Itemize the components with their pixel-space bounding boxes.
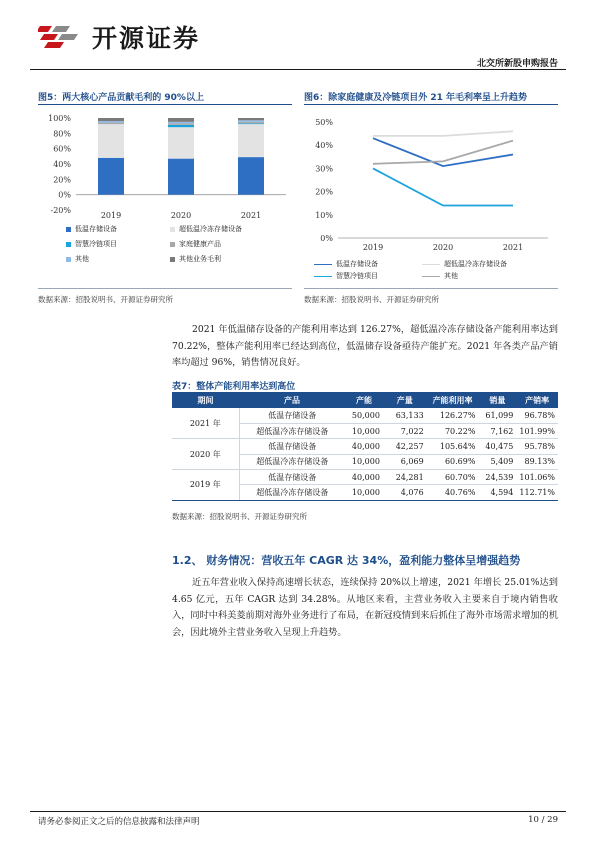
- figure6-source: 数据来源：招股说明书、开源证券研究所: [304, 295, 439, 304]
- bar-segment: [98, 158, 124, 195]
- legend-line: [422, 276, 440, 277]
- legend-swatch: [66, 227, 71, 232]
- period-cell: 2021 年: [172, 408, 239, 439]
- capacity-cell: 10,000: [345, 485, 383, 500]
- legend-line: [314, 264, 332, 265]
- product-cell: 低温存储设备: [239, 470, 345, 485]
- legend-label: 其他: [75, 255, 89, 263]
- x-tick-label: 2019: [100, 211, 122, 220]
- brand-name: 开源证券: [92, 24, 201, 53]
- legend-item: [170, 254, 221, 264]
- legend-label: 家庭健康产品: [179, 240, 221, 248]
- figure6-title: 图6：除家庭健康及冷链项目外 21 年毛利率呈上升趋势: [304, 93, 528, 103]
- x-tick-label: 2020: [432, 243, 454, 252]
- body-paragraph-revenue: 近五年营业收入保持高速增长状态，连续保持 20%以上增速，2021 年增长 25.01%达到 4.65 亿元，五年 CAGR 达到 34.28%。从地区来看，主营业务收入主要来自于境内销售收入，同时中科美菱前期对海外业务进行了布局，在新冠疫情到来后抓住了海外市场需求增加的机会，因此境外主营业务收入呈现上升趋势。: [172, 577, 558, 638]
- sales-cell: 61,099: [478, 408, 516, 423]
- output-cell: 24,281: [383, 470, 427, 485]
- legend-item: [170, 239, 221, 249]
- y-tick-label: 20%: [53, 175, 71, 185]
- x-tick-label: 2019: [362, 243, 384, 252]
- bar-segment: [238, 118, 264, 120]
- legend-item: [66, 239, 117, 249]
- period-cell: 2019 年: [172, 470, 239, 501]
- figure6-legend: [314, 259, 558, 283]
- report-type: 北交所新股申购报告: [476, 59, 558, 69]
- bar-segment: [168, 127, 194, 158]
- sell-through-cell: 96.78%: [516, 408, 558, 423]
- utilization-cell: 40.76%: [427, 485, 479, 500]
- legend-label: 其他业务毛利: [179, 255, 221, 263]
- legend-line: [422, 264, 440, 265]
- figure6-bottom-rule: [304, 288, 558, 289]
- column-header: 期间: [172, 393, 239, 408]
- y-tick-label: 10%: [315, 210, 333, 220]
- legend-swatch: [66, 257, 71, 262]
- y-tick-label: 40%: [53, 160, 71, 169]
- capacity-cell: 10,000: [345, 454, 383, 469]
- table7-title: 表7：整体产能利用率达到高位: [172, 382, 296, 392]
- column-header: 产能: [345, 393, 383, 408]
- legend-swatch: [66, 242, 71, 247]
- bar-segment: [168, 123, 194, 125]
- figure5-title: 图5：两大核心产品贡献毛利的 90%以上: [38, 93, 204, 103]
- legend-label: 其他: [444, 272, 458, 280]
- y-tick-label: -20%: [50, 206, 71, 215]
- x-tick-label: 2021: [240, 211, 262, 220]
- sell-through-cell: 95.78%: [516, 439, 558, 454]
- page-number: 10 / 29: [528, 815, 558, 825]
- product-cell: 超低温冷冻存储设备: [239, 485, 345, 500]
- table-row: [172, 408, 558, 423]
- utilization-cell: 60.70%: [427, 470, 479, 485]
- bar-segment: [98, 124, 124, 158]
- capacity-cell: 10,000: [345, 423, 383, 438]
- y-tick-label: 100%: [48, 114, 71, 123]
- figure5-legend: [66, 224, 292, 268]
- column-header: 产销率: [516, 393, 558, 408]
- utilization-cell: 105.64%: [427, 439, 479, 454]
- column-header: 产量: [383, 393, 427, 408]
- legend-swatch: [170, 257, 175, 262]
- bar-segment: [238, 123, 264, 124]
- sell-through-cell: 112.71%: [516, 485, 558, 500]
- legend-label: 超低温冷冻存储设备: [444, 260, 507, 268]
- y-tick-label: 0%: [58, 190, 71, 200]
- sales-cell: 4,594: [478, 485, 516, 500]
- bar-segment: [238, 157, 264, 195]
- capacity-table: [172, 393, 558, 501]
- bar-segment: [98, 123, 124, 125]
- table-header-row: [172, 393, 558, 408]
- y-tick-label: 80%: [53, 129, 71, 139]
- series-line: [373, 168, 513, 205]
- sell-through-cell: 89.13%: [516, 454, 558, 469]
- series-line: [373, 131, 513, 136]
- legend-item: [422, 271, 458, 281]
- output-cell: 6,069: [383, 454, 427, 469]
- bar-segment: [168, 159, 194, 195]
- table-row: [172, 439, 558, 454]
- y-tick-label: 30%: [315, 164, 333, 174]
- figure6-title-rule: [304, 104, 558, 105]
- output-cell: 7,022: [383, 423, 427, 438]
- header-rule: [30, 69, 566, 70]
- legend-label: 低温存储设备: [336, 260, 378, 268]
- footer-disclaimer: 请务必参阅正文之后的信息披露和法律声明: [38, 817, 200, 827]
- bar-segment: [168, 118, 194, 122]
- legend-label: 超低温冷冻存储设备: [179, 225, 242, 233]
- y-tick-label: 0%: [320, 234, 333, 243]
- body-paragraph-capacity: 2021 年低温储存设备的产能利用率达到 126.27%，超低温冷冻存储设备产能利用率达到 70.22%，整体产能利用率已经达到高位，低温储存设备亟待产能扩充。2021 年各类产品产销率均超过 96%，销售情况良好。: [172, 324, 558, 368]
- legend-label: 智慧冷链项目: [75, 240, 117, 248]
- figure5-bottom-rule: [38, 288, 292, 289]
- table-row: [172, 470, 558, 485]
- y-tick-label: 20%: [315, 187, 333, 197]
- capacity-cell: 40,000: [345, 470, 383, 485]
- utilization-cell: 60.69%: [427, 454, 479, 469]
- x-tick-label: 2020: [170, 211, 192, 220]
- sell-through-cell: 101.99%: [516, 423, 558, 438]
- bar-segment: [238, 120, 264, 122]
- column-header: 产品: [239, 393, 345, 408]
- y-tick-label: 60%: [53, 144, 71, 154]
- output-cell: 42,257: [383, 439, 427, 454]
- sales-cell: 40,475: [478, 439, 516, 454]
- legend-item: [422, 259, 507, 269]
- product-cell: 低温存储设备: [239, 408, 345, 423]
- column-header: 产能利用率: [427, 393, 479, 408]
- product-cell: 超低温冷冻存储设备: [239, 423, 345, 438]
- sales-cell: 7,162: [478, 423, 516, 438]
- figure5-title-rule: [38, 104, 292, 105]
- bar-segment: [168, 122, 194, 124]
- bar-segment: [238, 124, 264, 157]
- output-cell: 4,076: [383, 485, 427, 500]
- utilization-cell: 126.27%: [427, 408, 479, 423]
- legend-item: [66, 224, 117, 234]
- bar-segment: [168, 125, 194, 127]
- bar-segment: [98, 118, 124, 121]
- legend-swatch: [170, 242, 175, 247]
- legend-item: [314, 259, 378, 269]
- footer-rule: [30, 811, 566, 812]
- product-cell: 低温存储设备: [239, 439, 345, 454]
- series-line: [373, 141, 513, 164]
- figure6-chart: [304, 112, 558, 256]
- legend-item: [170, 224, 242, 234]
- sales-cell: 24,539: [478, 470, 516, 485]
- x-tick-label: 2021: [502, 243, 524, 252]
- figure5-source: 数据来源：招股说明书、开源证券研究所: [38, 295, 173, 304]
- period-cell: 2020 年: [172, 439, 239, 470]
- legend-label: 低温存储设备: [75, 225, 117, 233]
- y-tick-label: 40%: [315, 141, 333, 151]
- output-cell: 63,133: [383, 408, 427, 423]
- section-heading: 1.2、 财务情况：营收五年 CAGR 达 34%，盈利能力整体呈增强趋势: [172, 554, 521, 567]
- column-header: 销量: [478, 393, 516, 408]
- figure5-chart: [38, 108, 292, 220]
- legend-item: [66, 254, 89, 264]
- y-tick-label: 50%: [315, 118, 333, 127]
- sell-through-cell: 101.06%: [516, 470, 558, 485]
- legend-label: 智慧冷链项目: [336, 272, 378, 280]
- bar-segment: [238, 122, 264, 124]
- bar-segment: [98, 121, 124, 123]
- legend-line: [314, 276, 332, 277]
- table7-source: 数据来源：招股说明书、开源证券研究所: [172, 512, 307, 521]
- capacity-cell: 50,000: [345, 408, 383, 423]
- legend-item: [314, 271, 378, 281]
- product-cell: 超低温冷冻存储设备: [239, 454, 345, 469]
- legend-swatch: [170, 227, 175, 232]
- capacity-cell: 40,000: [345, 439, 383, 454]
- brand-logo-icon: [38, 22, 82, 50]
- sales-cell: 5,409: [478, 454, 516, 469]
- utilization-cell: 70.22%: [427, 423, 479, 438]
